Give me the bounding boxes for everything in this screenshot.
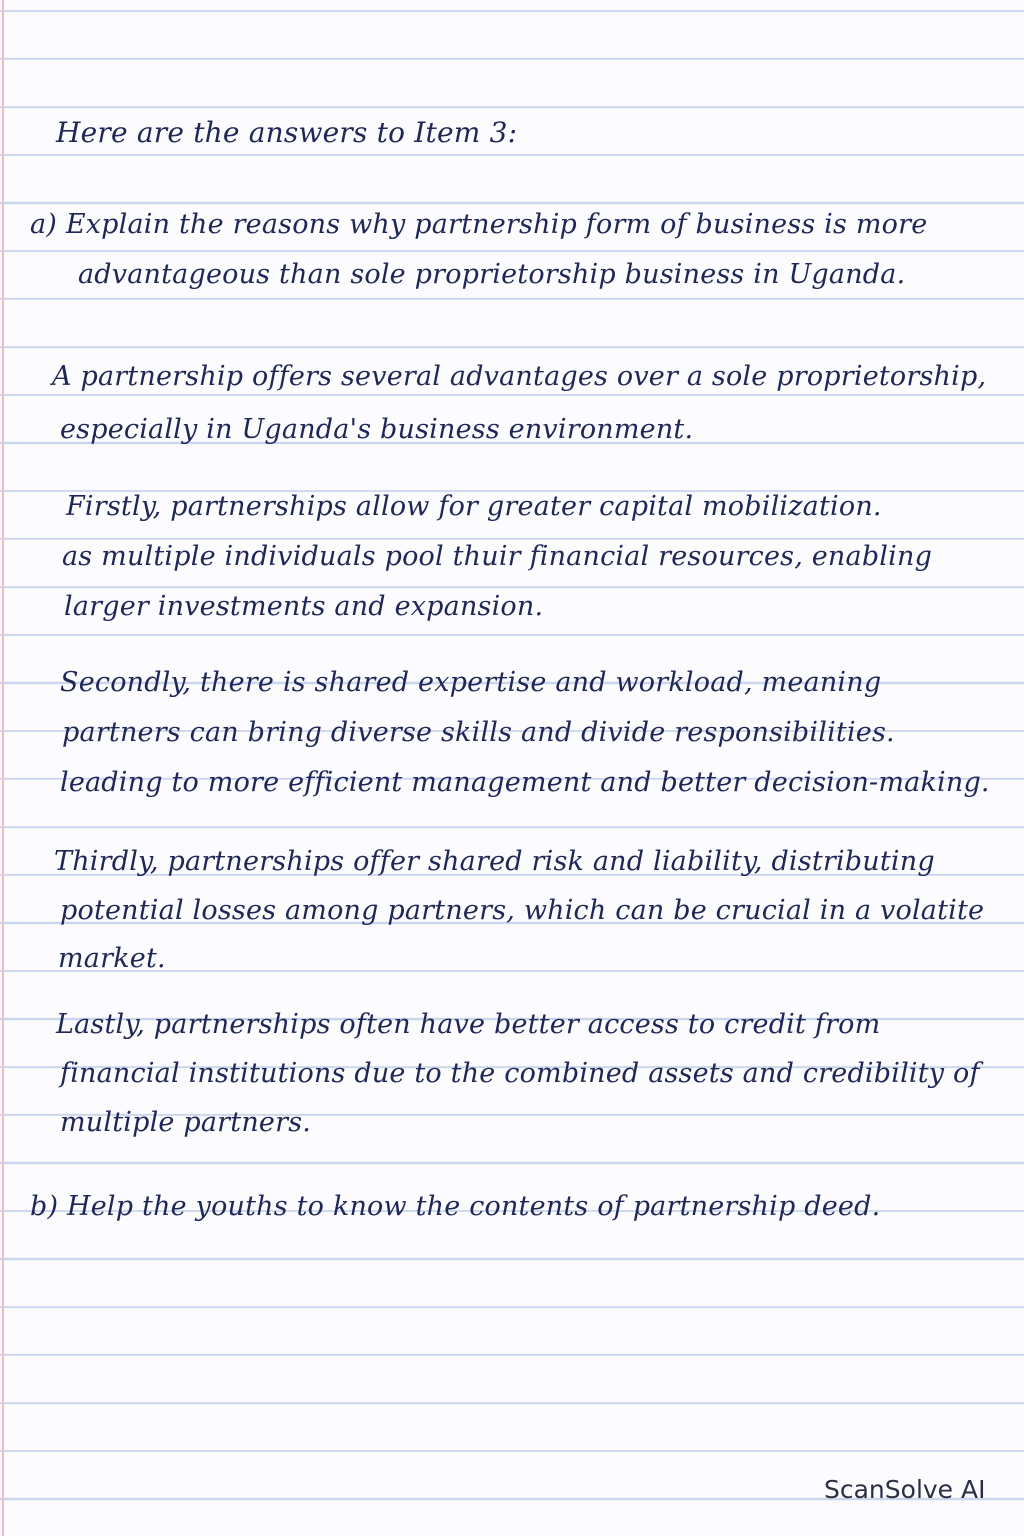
answer-intro-line-2: especially in Uganda's business environment. bbox=[60, 414, 694, 445]
answer-thirdly-line-2: potential losses among partners, which can be crucial in a volatite bbox=[60, 895, 985, 926]
answer-thirdly-line-3: market. bbox=[58, 943, 166, 974]
question-b-line-1: b) Help the youths to know the contents of partnership deed. bbox=[30, 1191, 881, 1222]
scansolve-brand: ScanSolve AI bbox=[824, 1475, 986, 1504]
answer-firstly-line-1: Firstly, partnerships allow for greater capital mobilization. bbox=[66, 491, 882, 522]
question-a-line-1: a) Explain the reasons why partnership form of business is more bbox=[30, 209, 928, 240]
notebook-margin-line bbox=[2, 0, 4, 1536]
answer-secondly-line-1: Secondly, there is shared expertise and workload, meaning bbox=[60, 667, 882, 698]
page-heading: Here are the answers to Item 3: bbox=[56, 116, 518, 149]
answer-lastly-line-1: Lastly, partnerships often have better access to credit from bbox=[56, 1009, 881, 1040]
answer-secondly-line-3: leading to more efficient management and better decision-making. bbox=[60, 767, 990, 798]
answer-thirdly-line-1: Thirdly, partnerships offer shared risk and liability, distributing bbox=[54, 846, 935, 877]
answer-secondly-line-2: partners can bring diverse skills and divide responsibilities. bbox=[62, 717, 895, 748]
question-a-line-2: advantageous than sole proprietorship business in Uganda. bbox=[78, 259, 906, 290]
answer-lastly-line-2: financial institutions due to the combined assets and credibility of bbox=[60, 1058, 980, 1089]
answer-firstly-line-2: as multiple individuals pool thuir financial resources, enabling bbox=[62, 541, 933, 572]
answer-firstly-line-3: larger investments and expansion. bbox=[64, 591, 544, 622]
answer-intro-line-1: A partnership offers several advantages over a sole proprietorship, bbox=[52, 361, 987, 392]
answer-lastly-line-3: multiple partners. bbox=[60, 1107, 312, 1138]
